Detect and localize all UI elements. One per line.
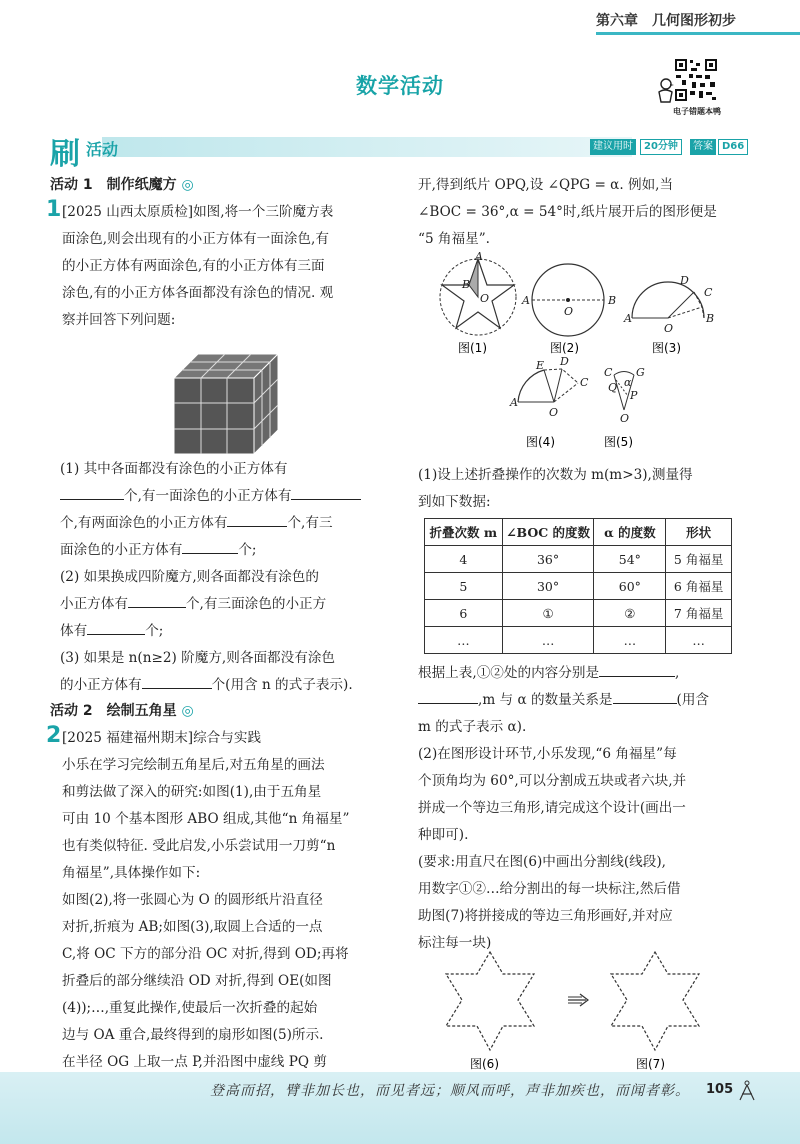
- right-question-1: [418, 462, 758, 516]
- figure-2-caption: 图(2): [550, 341, 579, 355]
- question-2-line: [60, 591, 390, 618]
- answer-blank[interactable]: [128, 592, 186, 608]
- question-1-text: 个,有三: [287, 515, 333, 531]
- intro-line: “5 角福星”.: [418, 231, 490, 247]
- figure-6-caption: 图(6): [470, 1057, 499, 1071]
- question-1-line: [60, 456, 390, 483]
- hexagram-figure-6: [446, 952, 534, 1050]
- suggest-time-value: 20分钟: [640, 139, 682, 155]
- table-cell: 7 角福星: [666, 600, 732, 627]
- svg-text:B: B: [462, 278, 471, 291]
- page-number: 105: [706, 1082, 734, 1097]
- question-2-line: 种即可).: [418, 827, 469, 843]
- activity-1-title: 活动 1 制作纸魔方: [50, 177, 177, 193]
- figure-1: [440, 252, 516, 335]
- question-2-line: [60, 564, 390, 591]
- question-2-line: 标注每一块): [418, 935, 492, 951]
- answer-blank[interactable]: [182, 538, 238, 554]
- table-cell: 6: [425, 600, 503, 627]
- question-2-text: 个,有三面涂色的小正方: [185, 596, 327, 612]
- question-3-line: [60, 672, 390, 699]
- problem-1-line: 察并回答下列问题:: [62, 312, 176, 328]
- figure-1-caption: 图(1): [458, 341, 487, 355]
- problem-2-line: 如图(2),将一张圆心为 O 的圆形纸片沿直径: [62, 892, 323, 908]
- svg-text:D: D: [560, 355, 569, 368]
- figure-2: [521, 264, 616, 336]
- table-cell: 60°: [594, 573, 666, 600]
- left-column: [46, 172, 390, 334]
- folding-figures: [418, 252, 758, 458]
- svg-text:A: A: [510, 396, 518, 409]
- table-row: [425, 573, 732, 600]
- svg-text:α: α: [624, 376, 632, 389]
- svg-text:A: A: [475, 252, 483, 263]
- figure-3-caption: 图(3): [652, 341, 681, 355]
- shua-logo: 刷: [50, 137, 80, 172]
- svg-text:O: O: [564, 305, 574, 318]
- problem-1-line: 涂色,有的小正方体各面都没有涂色的情况. 观: [62, 285, 334, 301]
- svg-text:C: C: [604, 366, 613, 379]
- table-cell: 36°: [502, 546, 594, 573]
- table-header-row: [425, 519, 732, 546]
- section-label: 活动: [86, 140, 119, 159]
- problem-2-line: C,将 OC 下方的部分沿 OC 对折,得到 OD;再将: [62, 946, 349, 962]
- chapter-rule: [596, 32, 800, 35]
- problem-2-line: 小乐在学习完绘制五角星后,对五角星的画法: [62, 757, 325, 773]
- figure-4: [509, 355, 589, 419]
- answer-blank[interactable]: [60, 484, 124, 500]
- problem-1-questions: [60, 456, 390, 699]
- activity-2-title: 活动 2 绘制五角星: [50, 703, 177, 719]
- answer-text: (用含: [676, 692, 710, 708]
- svg-text:B: B: [608, 294, 617, 307]
- problem-2-line: 也有类似特征. 受此启发,小乐尝试用一刀剪“n: [62, 838, 336, 854]
- table-cell: …: [425, 627, 503, 654]
- section-bar: [50, 133, 775, 172]
- activity-2-heading: [50, 698, 390, 725]
- question-1-text: 个,有两面涂色的小正方体有: [60, 515, 228, 531]
- qr-code-icon[interactable]: [674, 58, 718, 102]
- problem-1: [46, 197, 390, 334]
- page-title: 数学活动: [356, 74, 444, 98]
- table-cell: 54°: [594, 546, 666, 573]
- problem-2-line: 折叠后的部分继续沿 OD 对折,得到 OE(如图: [62, 973, 332, 989]
- question-2-text: 小正方体有: [60, 596, 128, 612]
- footer-motto: 登高而招，臂非加长也，而见者远；顺风而呼，声非加疾也，而闻者彰。: [210, 1083, 690, 1099]
- question-1-line: (1)设上述折叠操作的次数为 m(m>3),测量得: [418, 467, 693, 483]
- data-table: [424, 518, 732, 654]
- answer-text: 根据上表,①②处的内容分别是: [418, 665, 600, 681]
- svg-text:D: D: [680, 274, 689, 287]
- question-2-line: 个顶角均为 60°,可以分割成五块或者六块,并: [418, 773, 687, 789]
- problem-2-line: 可由 10 个基本图形 ABO 组成,其他“n 角福星”: [62, 811, 350, 827]
- question-1-text: 个,有一面涂色的小正方体有: [124, 488, 292, 504]
- table-cell: 30°: [502, 573, 594, 600]
- table-row: [425, 627, 732, 654]
- figure-5: [604, 366, 645, 425]
- svg-text:Q: Q: [608, 381, 618, 394]
- table-cell: …: [502, 627, 594, 654]
- table-cell: …: [594, 627, 666, 654]
- figure-4-caption: 图(4): [526, 435, 555, 449]
- question-2-text: 个;: [145, 623, 164, 639]
- svg-text:C: C: [704, 286, 713, 299]
- answer-blank[interactable]: [613, 688, 677, 704]
- problem-2-line: 和剪法做了深入的研究:如图(1),由于五角星: [62, 784, 322, 800]
- svg-text:A: A: [624, 312, 632, 325]
- qr-caption: 电子错题本鸭: [673, 107, 721, 116]
- question-3-text: (3) 如果是 n(n≥2) 阶魔方,则各面都没有涂色: [60, 650, 336, 666]
- section-bar-background: [102, 137, 632, 157]
- table-row: [425, 600, 732, 627]
- question-2-text: (2) 如果换成四阶魔方,则各面都没有涂色的: [60, 569, 319, 585]
- problem-1-line: 的小正方体有两面涂色,有的小正方体有三面: [62, 258, 325, 274]
- svg-text:C: C: [580, 376, 589, 389]
- answer-code: D66: [718, 139, 748, 155]
- suggest-time-label: 建议用时: [590, 139, 636, 155]
- compass-icon: [736, 1080, 758, 1102]
- problem-2-number: 2: [46, 723, 62, 748]
- problem-2-line: 在半径 OG 上取一点 P,并沿图中虚线 PQ 剪: [62, 1054, 327, 1070]
- question-2-text: 体有: [60, 623, 88, 639]
- question-3-line: [60, 645, 390, 672]
- svg-text:O: O: [620, 412, 630, 425]
- answer-label: 答案: [690, 139, 716, 155]
- svg-text:O: O: [480, 292, 490, 305]
- table-cell: ①: [502, 600, 594, 627]
- problem-2-line: 对折,折痕为 AB;如图(3),取圆上合适的一点: [62, 919, 323, 935]
- chapter-title: 第六章 几何图形初步: [596, 13, 736, 29]
- answer-text: ,: [675, 665, 680, 681]
- hexagram-figures: [440, 950, 740, 1072]
- question-1-line: 到如下数据:: [418, 494, 491, 510]
- figure-5-caption: 图(5): [604, 435, 633, 449]
- table-cell: 5: [425, 573, 503, 600]
- problem-2-line: [2025 福建福州期末]综合与实践: [62, 730, 262, 746]
- table-cell: ②: [594, 600, 666, 627]
- problem-1-line: [2025 山西太原质检]如图,将一个三阶魔方表: [62, 204, 334, 220]
- intro-line: 开,得到纸片 OPQ,设 ∠QPG = α. 例如,当: [418, 177, 674, 193]
- table-header: ∠BOC 的度数: [502, 519, 594, 546]
- question-1-line: [60, 483, 390, 510]
- svg-text:O: O: [664, 322, 674, 335]
- intro-line: ∠BOC = 36°,α = 54°时,纸片展开后的图形便是: [418, 204, 717, 220]
- question-1-line: [60, 510, 390, 537]
- svg-text:P: P: [630, 389, 638, 402]
- answer-blank[interactable]: [599, 661, 675, 677]
- table-header: α 的度数: [594, 519, 666, 546]
- question-1-text: (1) 其中各面都没有涂色的小正方体有: [60, 461, 288, 477]
- problem-2-line: 边与 OA 重合,最终得到的扇形如图(5)所示.: [62, 1027, 324, 1043]
- hexagram-figure-7: [611, 952, 699, 1050]
- problem-2-line: (4));…,重复此操作,使最后一次折叠的起始: [62, 1000, 318, 1016]
- table-row: [425, 546, 732, 573]
- svg-text:G: G: [636, 366, 645, 379]
- figure-7-caption: 图(7): [636, 1057, 665, 1071]
- duck-mascot-icon: [656, 78, 674, 106]
- answer-blank[interactable]: [227, 511, 287, 527]
- question-3-text: 的小正方体有: [60, 677, 142, 693]
- table-header: 形状: [666, 519, 732, 546]
- question-2-line: [60, 618, 390, 645]
- question-2-line: 拼成一个等边三角形,请完成这个设计(画出一: [418, 800, 686, 816]
- svg-text:B: B: [706, 312, 715, 325]
- problem-1-line: 面涂色,则会出现有的小正方体有一面涂色,有: [62, 231, 329, 247]
- question-3-text: 个(用含 n 的式子表示).: [211, 677, 353, 693]
- svg-text:A: A: [522, 294, 530, 307]
- right-arrow-icon: [568, 994, 588, 1006]
- svg-text:E: E: [536, 359, 545, 372]
- right-intro: [418, 172, 758, 253]
- answer-text: ,m 与 α 的数量关系是: [478, 692, 613, 708]
- question-2-line: 助图(7)将拼接成的等边三角形画好,并对应: [418, 908, 673, 924]
- question-1-text: 面涂色的小正方体有: [60, 542, 183, 558]
- answer-line: [418, 687, 758, 714]
- question-2-line: (2)在图形设计环节,小乐发现,“6 角福星”每: [418, 746, 677, 762]
- table-cell: 4: [425, 546, 503, 573]
- activity-1-heading: [50, 172, 390, 199]
- table-header: 折叠次数 m: [425, 519, 503, 546]
- answer-blank[interactable]: [418, 688, 478, 704]
- activity-2-block: [46, 698, 390, 1076]
- problem-2: [46, 723, 390, 1076]
- target-icon: ◎: [181, 703, 194, 719]
- svg-text:O: O: [549, 406, 559, 419]
- problem-2-line: 角福星”,具体操作如下:: [62, 865, 201, 881]
- question-1-line: [60, 537, 390, 564]
- question-1-text: 个;: [238, 542, 257, 558]
- table-cell: 6 角福星: [666, 573, 732, 600]
- question-2-line: 用数字①②…给分割出的每一块标注,然后借: [418, 881, 681, 897]
- target-icon: ◎: [181, 177, 194, 193]
- right-answer-block: [418, 660, 758, 957]
- problem-1-number: 1: [46, 197, 62, 222]
- rubik-cube-figure: [170, 350, 282, 458]
- figure-3: [623, 274, 714, 335]
- table-cell: 5 角福星: [666, 546, 732, 573]
- answer-blank[interactable]: [142, 673, 212, 689]
- table-cell: …: [666, 627, 732, 654]
- answer-line: m 的式子表示 α).: [418, 719, 527, 735]
- answer-blank[interactable]: [291, 484, 361, 500]
- answer-line: [418, 660, 758, 687]
- answer-blank[interactable]: [87, 619, 145, 635]
- question-2-line: (要求:用直尺在图(6)中画出分割线(线段),: [418, 854, 666, 870]
